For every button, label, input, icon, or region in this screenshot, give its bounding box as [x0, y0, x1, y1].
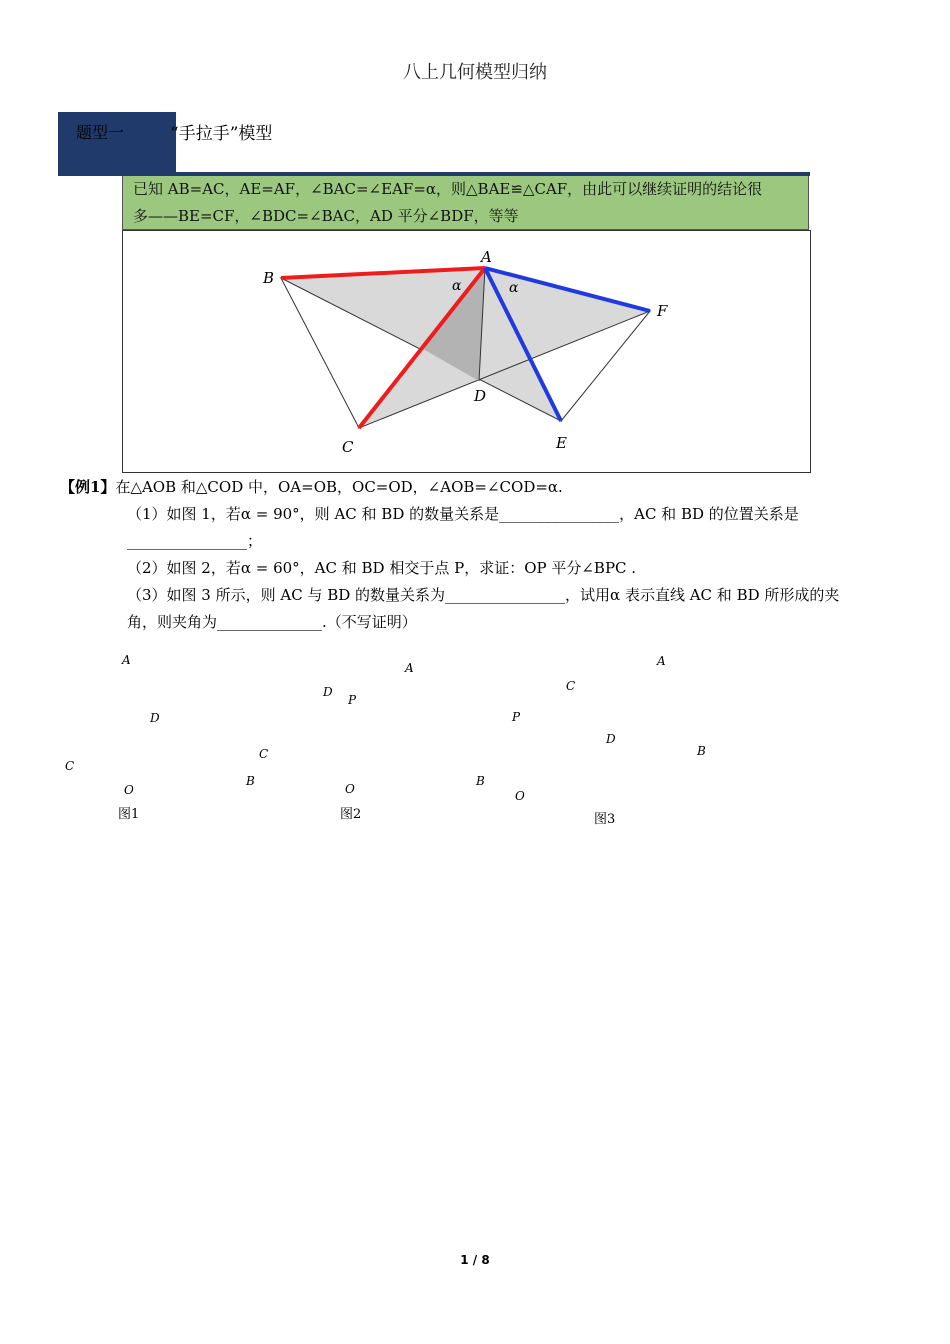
page-title: 八上几何模型归纳 — [403, 62, 547, 83]
label-f: F — [657, 302, 668, 320]
fig1-label-a: A — [122, 653, 131, 667]
label-b: B — [263, 269, 275, 287]
fig2-caption: 图2 — [340, 807, 362, 822]
fig2-label-d: D — [323, 685, 333, 699]
fig1-label-o: O — [124, 783, 134, 797]
label-alpha-left: α — [452, 278, 462, 294]
fig2-label-p: P — [348, 693, 357, 707]
fig3-label-c: C — [566, 679, 576, 693]
fig2-label-a: A — [405, 661, 414, 675]
label-a: A — [481, 248, 492, 266]
question-3b: 角，则夹角为______________.（不写证明） — [127, 613, 417, 631]
question-1a: （1）如图 1，若α = 90°，则 AC 和 BD 的数量关系是________________，AC 和 BD 的位置关系是 — [127, 505, 799, 523]
question-2: （2）如图 2，若α = 60°，AC 和 BD 相交于点 P，求证：OP 平分∠BPC . — [127, 559, 637, 577]
fig2-label-o: O — [345, 782, 355, 796]
fig1-caption: 图1 — [118, 807, 140, 822]
fig3-caption: 图3 — [594, 812, 616, 827]
fig1-label-d: D — [150, 711, 160, 725]
label-d: D — [474, 387, 487, 405]
fig3-label-p: P — [512, 710, 521, 724]
section-header — [58, 112, 810, 176]
fig3-label-o: O — [515, 789, 525, 803]
figure-labels-area — [0, 640, 950, 840]
page-number: 1 / 8 — [460, 1253, 490, 1267]
label-alpha-right: α — [509, 280, 519, 296]
section-title: “手拉手”模型 — [170, 124, 273, 144]
theorem-line-2: 多——BE=CF，∠BDC=∠BAC，AD 平分∠BDF，等等 — [133, 207, 519, 225]
example-stem-text: 在△AOB 和△COD 中，OA=OB，OC=OD，∠AOB=∠COD=α. — [115, 478, 563, 496]
fig1-label-c: C — [65, 759, 75, 773]
label-e: E — [556, 434, 567, 452]
hand-in-hand-diagram — [122, 230, 811, 473]
fig3-label-b: B — [697, 744, 706, 758]
fig3-label-d: D — [606, 732, 616, 746]
question-3a: （3）如图 3 所示，则 AC 与 BD 的数量关系为________________，试用α 表示直线 AC 和 BD 所形成的夹 — [127, 586, 840, 604]
section-label: 题型一 — [76, 123, 125, 142]
theorem-line-1: 已知 AB=AC，AE=AF，∠BAC=∠EAF=α，则△BAE≌△CAF，由此可以继续证明的结论很 — [133, 180, 763, 198]
diagram-svg — [123, 231, 812, 474]
example-1 — [60, 474, 900, 636]
example-stem — [60, 474, 900, 501]
fig2-label-c: C — [259, 747, 269, 761]
fig2-label-b: B — [476, 774, 485, 788]
theorem-box — [122, 176, 809, 230]
fig1-label-b: B — [246, 774, 255, 788]
question-1b: ________________； — [127, 532, 263, 550]
label-c: C — [342, 438, 354, 456]
example-head: 【例1】 — [60, 478, 116, 496]
fig3-label-a: A — [657, 654, 666, 668]
